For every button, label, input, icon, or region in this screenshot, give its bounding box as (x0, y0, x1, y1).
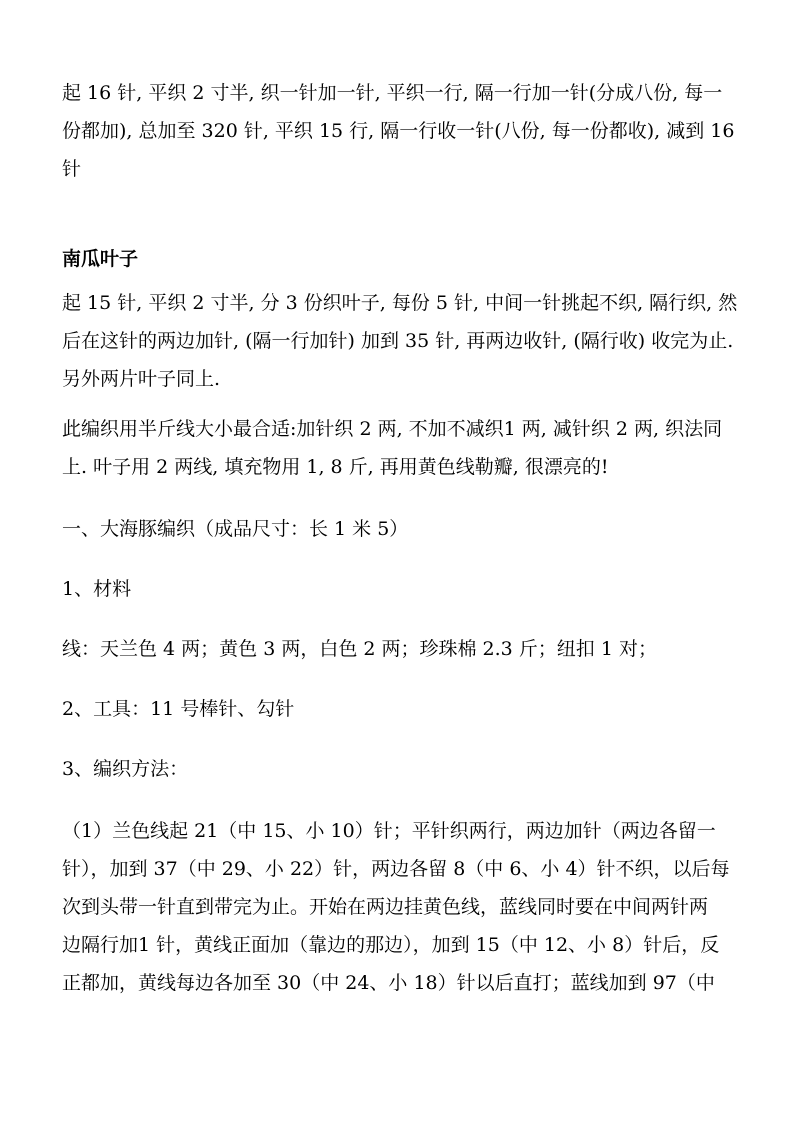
text-line: 针 (62, 158, 82, 180)
heading-text: 一、大海豚编织（成品尺寸：长 1 米 5） (62, 518, 409, 540)
text-line: 针），加到 37（中 29、小 22）针，两边各留 8（中 6、小 4）针不织，以后每 (62, 858, 730, 880)
text-line: 另外两片叶子同上. (62, 368, 221, 390)
heading-text: 1、材料 (62, 578, 132, 600)
materials-line (62, 630, 752, 668)
heading-text: 南瓜叶子 (62, 248, 139, 270)
heading-pumpkin-leaf (62, 240, 752, 278)
heading-dolphin (62, 510, 752, 548)
heading-text: 3、编织方法： (62, 758, 189, 780)
text-line: 上. 叶子用 2 两线, 填充物用 1, 8 斤, 再用黄色线勒瓣, 很漂亮的! (62, 456, 609, 478)
paragraph-yarn-notes (62, 410, 752, 486)
text-line: 起 15 针, 平织 2 寸半, 分 3 份织叶子, 每份 5 针, 中间一针挑起不织, 隔行织, 然 (62, 292, 738, 314)
heading-materials (62, 570, 752, 608)
text-line: 边隔行加1 针，黄线正面加（靠边的那边），加到 15（中 12、小 8）针后，反 (62, 934, 720, 956)
text-line: 线：天兰色 4 两；黄色 3 两，白色 2 两；珍珠棉 2.3 斤；纽扣 1 对； (62, 638, 657, 660)
text-line: 次到头带一针直到带完为止。开始在两边挂黄色线，蓝线同时要在中间两针两 (62, 896, 709, 918)
paragraph-pumpkin-body (62, 74, 752, 188)
tools-line (62, 690, 752, 728)
text-line: 此编织用半斤线大小最合适:加针织 2 两, 不加不减织1 两, 减针织 2 两, 织法同 (62, 418, 723, 440)
text-line: 2、工具：11 号棒针、勾针 (62, 698, 295, 720)
text-line: 后在这针的两边加针, (隔一行加针) 加到 35 针, 再两边收针, (隔行收) 收完为止. (62, 330, 734, 352)
text-line: 正都加，黄线每边各加至 30（中 24、小 18）针以后直打；蓝线加到 97（中 (62, 972, 715, 994)
heading-method (62, 750, 752, 788)
text-line: 起 16 针, 平织 2 寸半, 织一针加一针, 平织一行, 隔一行加一针(分成八份, 每一 (62, 82, 723, 104)
paragraph-method-steps (62, 812, 752, 1002)
paragraph-leaf-instructions (62, 284, 752, 398)
text-line: 份都加), 总加至 320 针, 平织 15 行, 隔一行收一针(八份, 每一份都收), 减到 16 (62, 120, 735, 142)
text-line: （1）兰色线起 21（中 15、小 10）针；平针织两行，两边加针（两边各留一 (62, 820, 716, 842)
